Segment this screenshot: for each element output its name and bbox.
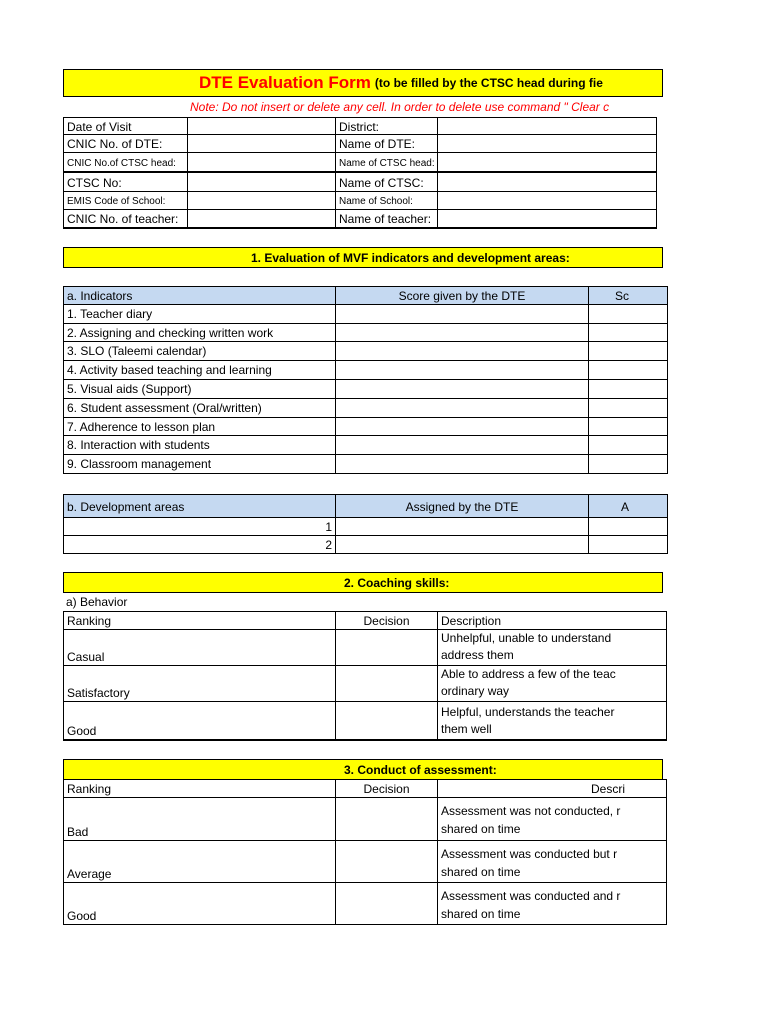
indicator-label: 7. Adherence to lesson plan — [63, 417, 336, 436]
s2-description-line: Helpful, understands the teacher — [441, 705, 615, 719]
s2-description-header: Description — [437, 611, 667, 630]
s3-description-line: shared on time — [441, 865, 521, 879]
s3-decision-header: Decision — [335, 779, 438, 798]
label-name-ctsc: Name of CTSC: — [335, 171, 438, 192]
indicator-score-other[interactable] — [588, 360, 668, 380]
indicator-label: 4. Activity based teaching and learning — [63, 360, 336, 380]
development-area-other[interactable] — [588, 517, 668, 536]
field-date-of-visit[interactable] — [187, 117, 336, 135]
indicator-score-dte[interactable] — [335, 341, 589, 361]
s2-ranking: Good — [63, 701, 336, 741]
indicator-score-other[interactable] — [588, 417, 668, 436]
development-area-dte[interactable] — [335, 535, 589, 554]
s2-decision[interactable] — [335, 629, 438, 666]
s3-ranking-header: Ranking — [63, 779, 336, 798]
assigned-header-truncated: A — [588, 494, 668, 518]
indicator-label: 9. Classroom management — [63, 454, 336, 474]
s2-description-line: ordinary way — [441, 684, 510, 698]
indicator-label: 8. Interaction with students — [63, 435, 336, 455]
score-dte-header: Score given by the DTE — [335, 286, 589, 305]
s2-decision-header: Decision — [335, 611, 438, 630]
label-emis-code: EMIS Code of School: — [63, 191, 188, 210]
development-area-dte[interactable] — [335, 517, 589, 536]
label-name-dte: Name of DTE: — [335, 134, 438, 153]
s3-description — [437, 882, 667, 925]
indicator-score-other[interactable] — [588, 379, 668, 399]
indicator-label: 2. Assigning and checking written work — [63, 323, 336, 342]
field-name-teacher[interactable] — [437, 209, 657, 229]
s2-description — [437, 629, 667, 666]
field-cnic-dte[interactable] — [187, 134, 336, 153]
s2-decision[interactable] — [335, 665, 438, 702]
field-name-school[interactable] — [437, 191, 657, 210]
label-cnic-ctsc-head: CNIC No.of CTSC head: — [63, 152, 188, 172]
indicator-label: 1. Teacher diary — [63, 304, 336, 324]
development-area-other[interactable] — [588, 535, 668, 554]
s3-decision[interactable] — [335, 882, 438, 925]
indicator-score-dte[interactable] — [335, 454, 589, 474]
development-area-number: 1 — [63, 517, 336, 536]
indicator-label: 3. SLO (Taleemi calendar) — [63, 341, 336, 361]
s2-description — [437, 665, 667, 702]
s3-ranking: Average — [63, 840, 336, 883]
field-cnic-ctsc-head[interactable] — [187, 152, 336, 172]
field-district[interactable] — [437, 117, 657, 135]
s2-ranking: Casual — [63, 629, 336, 666]
indicator-label: 5. Visual aids (Support) — [63, 379, 336, 399]
indicator-score-dte[interactable] — [335, 379, 589, 399]
s3-decision[interactable] — [335, 797, 438, 841]
label-name-teacher: Name of teacher: — [335, 209, 438, 229]
indicators-header: a. Indicators — [63, 286, 336, 305]
field-emis-code[interactable] — [187, 191, 336, 210]
s3-description-line: Assessment was conducted and r — [441, 889, 621, 903]
s3-description-header: Descri — [437, 779, 667, 798]
s3-decision[interactable] — [335, 840, 438, 883]
form-note: Note: Do not insert or delete any cell. In order to delete use command " Clear c — [190, 100, 610, 114]
form-subtitle: (to be filled by the CTSC head during fie — [374, 76, 603, 90]
indicator-label: 6. Student assessment (Oral/written) — [63, 398, 336, 418]
s3-ranking: Bad — [63, 797, 336, 841]
indicator-score-dte[interactable] — [335, 417, 589, 436]
label-cnic-teacher: CNIC No. of teacher: — [63, 209, 188, 229]
s2-ranking: Satisfactory — [63, 665, 336, 702]
label-cnic-dte: CNIC No. of DTE: — [63, 134, 188, 153]
s3-description-line: Assessment was conducted but r — [441, 847, 618, 861]
label-name-ctsc-head: Name of CTSC head: — [335, 152, 438, 172]
s3-description-line: shared on time — [441, 822, 521, 836]
s2-description-line: address them — [441, 648, 514, 662]
section-2-title: 2. Coaching skills: — [63, 572, 663, 593]
indicator-score-dte[interactable] — [335, 435, 589, 455]
score-header-truncated: Sc — [588, 286, 668, 305]
development-areas-header: b. Development areas — [63, 494, 336, 518]
section-1-title: 1. Evaluation of MVF indicators and development areas: — [63, 247, 663, 268]
behavior-label: a) Behavior — [66, 595, 128, 609]
field-ctsc-no[interactable] — [187, 171, 336, 192]
field-cnic-teacher[interactable] — [187, 209, 336, 229]
indicator-score-other[interactable] — [588, 323, 668, 342]
form-title: DTE Evaluation Form — [199, 73, 371, 92]
s2-description — [437, 701, 667, 741]
s2-description-line: them well — [441, 722, 492, 736]
s3-ranking: Good — [63, 882, 336, 925]
section-3-title: 3. Conduct of assessment: — [63, 759, 663, 780]
s3-description — [437, 797, 667, 841]
indicator-score-dte[interactable] — [335, 323, 589, 342]
s2-description-line: Unhelpful, unable to understand — [441, 631, 612, 645]
development-area-number: 2 — [63, 535, 336, 554]
s2-ranking-header: Ranking — [63, 611, 336, 630]
s3-description-line: Assessment was not conducted, r — [441, 804, 621, 818]
indicator-score-other[interactable] — [588, 304, 668, 324]
label-district: District: — [335, 117, 438, 135]
label-date-of-visit: Date of Visit — [63, 117, 188, 135]
s3-description-line: shared on time — [441, 907, 521, 921]
s3-description — [437, 840, 667, 883]
form-title-bar — [63, 69, 663, 97]
indicator-score-dte[interactable] — [335, 360, 589, 380]
assigned-dte-header: Assigned by the DTE — [335, 494, 589, 518]
indicator-score-dte[interactable] — [335, 304, 589, 324]
s2-description-line: Able to address a few of the teac — [441, 667, 616, 681]
label-ctsc-no: CTSC No: — [63, 171, 188, 192]
label-name-school: Name of School: — [335, 191, 438, 210]
indicator-score-other[interactable] — [588, 341, 668, 361]
field-name-ctsc-head[interactable] — [437, 152, 657, 172]
s2-decision[interactable] — [335, 701, 438, 741]
field-name-dte[interactable] — [437, 134, 657, 153]
indicator-score-other[interactable] — [588, 398, 668, 418]
indicator-score-other[interactable] — [588, 435, 668, 455]
indicator-score-other[interactable] — [588, 454, 668, 474]
field-name-ctsc[interactable] — [437, 171, 657, 192]
indicator-score-dte[interactable] — [335, 398, 589, 418]
